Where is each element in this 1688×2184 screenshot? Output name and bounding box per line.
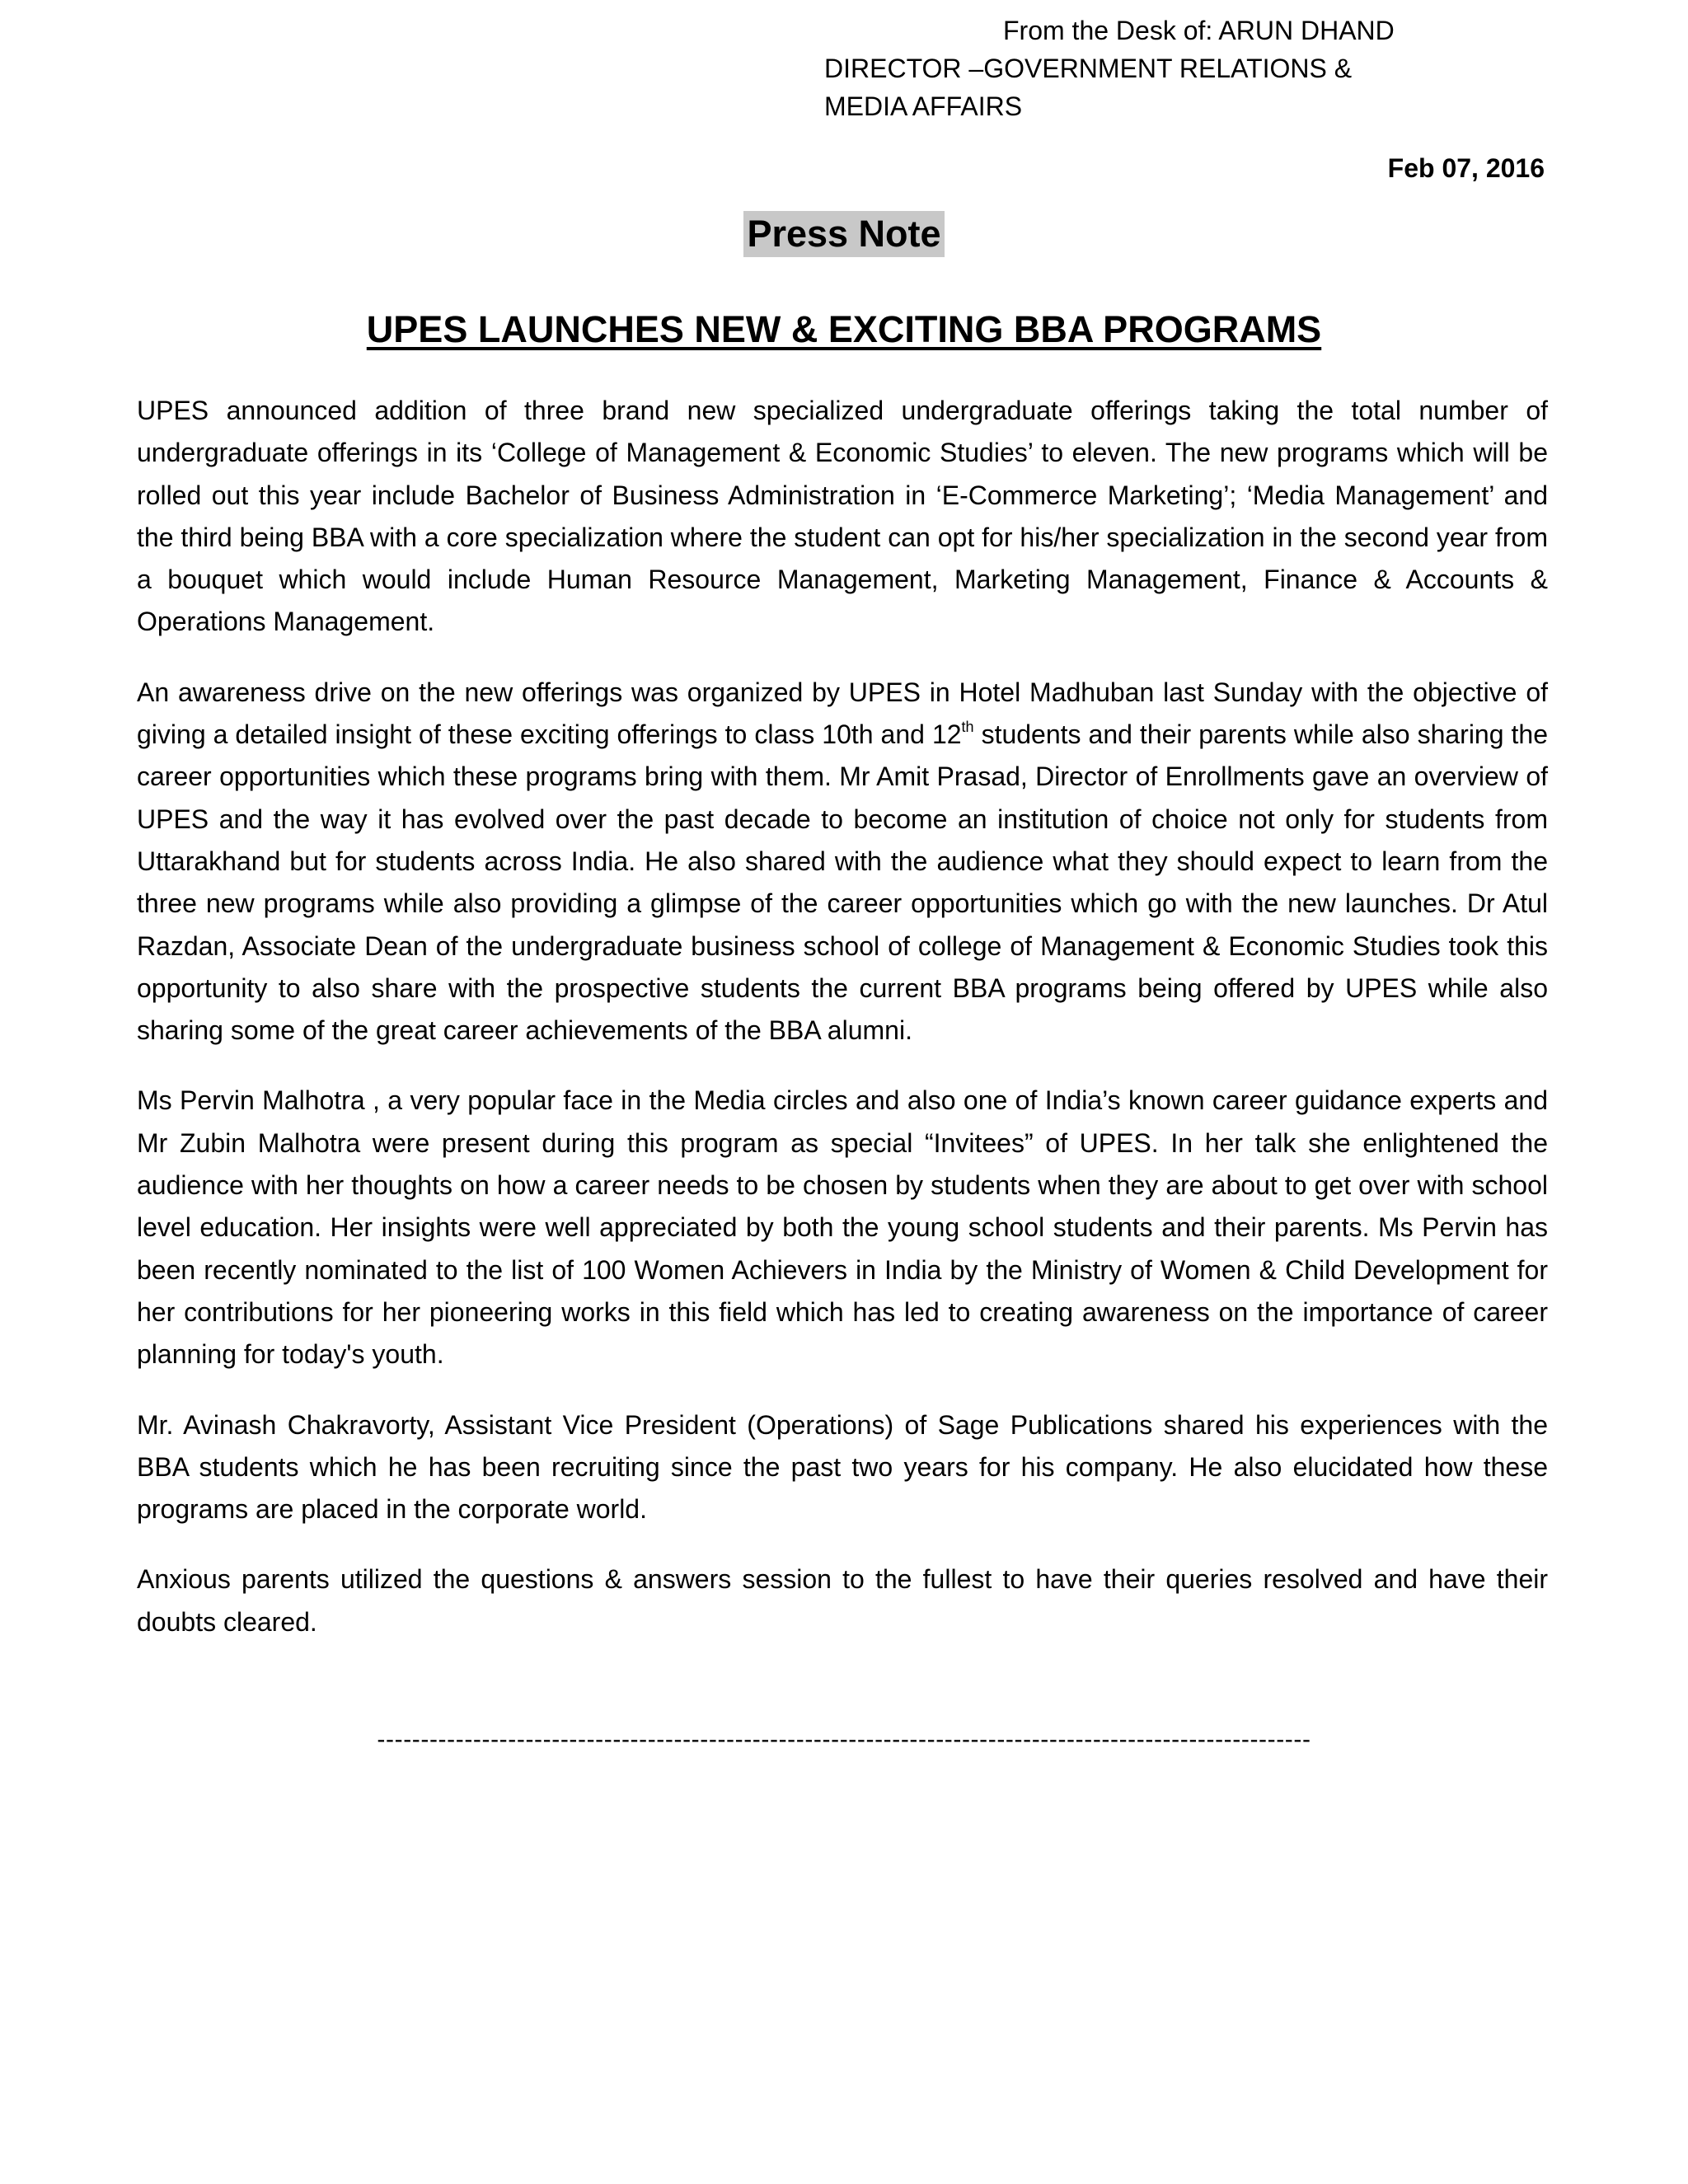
- paragraph-5: Anxious parents utilized the questions & answers session to the fullest to have their queries resolved and have their doubts cleared.: [137, 1564, 1548, 1637]
- sender-block: [824, 12, 1418, 125]
- press-note-heading: [0, 211, 1688, 257]
- paragraph-4: Mr. Avinash Chakravorty, Assistant Vice President (Operations) of Sage Publications shared his experiences with the BBA students which he has been recruiting since the past two years for his company. He also elucidated how these programs are placed in the corporate world.: [137, 1409, 1548, 1525]
- paragraph-1: UPES announced addition of three brand new specialized undergraduate offerings taking the total number of undergraduate offerings in its ‘College of Management & Economic Studies’ to eleven. The new programs which will be rolled out this year include Bachelor of Business Administration in ‘E-Commerce Marketing’; ‘Media Management’ and the third being BBA with a core specialization where the student can opt for his/her specialization in the second year from a bouquet which would include Human Resource Management, Marketing Management, Finance & Accounts & Operations Management.: [137, 396, 1548, 637]
- article-body: [137, 390, 1548, 1671]
- paragraph-2-part-2: students and their parents while also sharing the career opportunities which these programs bring with them. Mr Amit Prasad, Director of Enrollments gave an overview of UPES and the way it has evolved over the past decade to become an institution of choice not only for students from Uttarakhand but for students across India. He also shared with the audience what they should expect to learn from the three new programs while also providing a glimpse of the career opportunities which go with the new launches. Dr Atul Razdan, Associate Dean of the undergraduate business school of college of Management & Economic Studies took this opportunity to also share with the prospective students the current BBA programs being offered by UPES while also sharing some of the great career achievements of the BBA alumni.: [137, 719, 1549, 1046]
- from-desk-line: From the Desk of: ARUN DHAND: [1003, 16, 1395, 45]
- headline: UPES LAUNCHES NEW & EXCITING BBA PROGRAMS: [366, 308, 1322, 350]
- ordinal-suffix: th: [961, 719, 974, 736]
- paragraph-2: [137, 672, 1548, 1052]
- press-note-label: Press Note: [743, 211, 944, 257]
- paragraph-3: Ms Pervin Malhotra , a very popular face in the Media circles and also one of India’s known career guidance experts and Mr Zubin Malhotra were present during this program as special “Invitees” of UPES. In her talk she enlightened the audience with her thoughts on how a career needs to be chosen by students when they are about to get over with school level education. Her insights were well appreciated by both the young school students and their parents. Ms Pervin has been recently nominated to the list of 100 Women Achievers in India by the Ministry of Women & Child Development for her contributions for her pioneering works in this field which has led to creating awareness on the importance of career planning for today's youth.: [137, 1085, 1548, 1370]
- paragraph-2-part-1: An awareness drive on the new offerings was organized by UPES in Hotel Madhuban last Sunday with the objective of giving a detailed insight of these exciting offerings to class 10th and 12: [137, 677, 1548, 750]
- document-date: Feb 07, 2016: [1387, 153, 1545, 183]
- designation-line: DIRECTOR –GOVERNMENT RELATIONS & MEDIA AFFAIRS: [824, 54, 1353, 121]
- end-divider: -----------------------------------------------------------------------------------------------------------: [377, 1726, 1311, 1753]
